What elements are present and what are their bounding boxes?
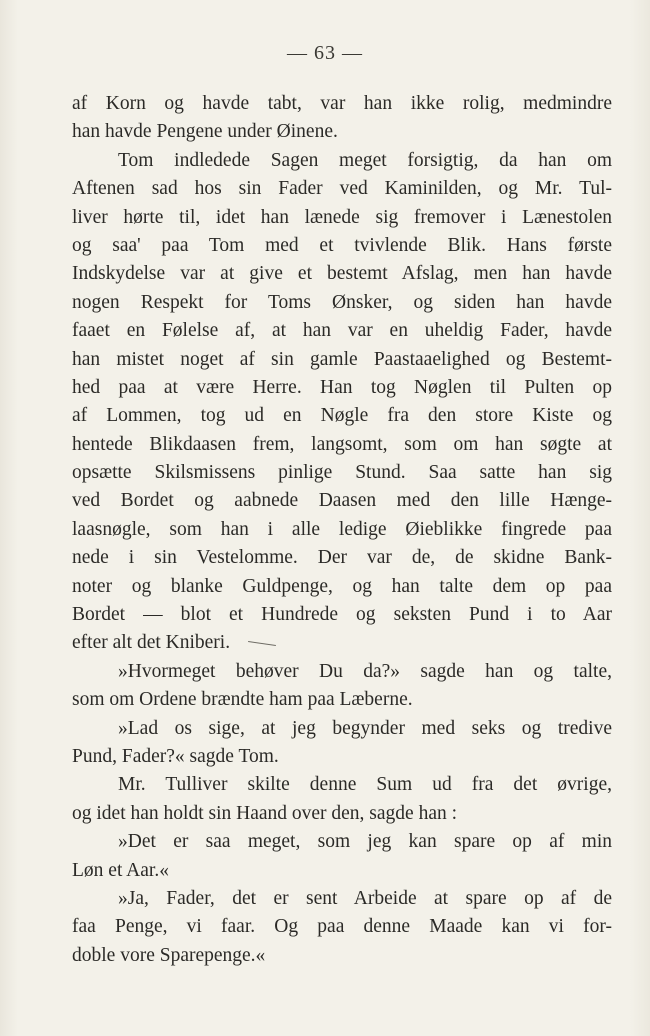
text-line — [72, 402, 612, 430]
text-line-content: som om Ordene brændte ham paa Læberne. — [72, 689, 413, 711]
text-line-content: »Hvormeget behøver Du da?» sagde han og talte, — [118, 660, 612, 682]
text-line-content: »Ja, Fader, det er sent Arbeide at spare op af de — [118, 887, 612, 909]
text-line — [72, 346, 612, 374]
text-line — [72, 516, 612, 544]
text-line — [72, 459, 612, 487]
text-line — [72, 118, 612, 146]
text-line-content: han havde Pengene under Øinene. — [72, 121, 338, 143]
text-line — [72, 487, 612, 515]
text-line — [72, 232, 612, 260]
text-line-content: liver hørte til, idet han lænede sig fremover i Lænestolen — [72, 206, 612, 228]
text-line — [72, 629, 612, 657]
text-line-content: efter alt det Kniberi. — [72, 632, 231, 654]
text-line-content: Tom indledede Sagen meget forsigtig, da han om — [118, 149, 612, 171]
text-line — [72, 715, 612, 743]
body-text — [72, 90, 612, 970]
text-line — [72, 175, 612, 203]
text-line-content: hentede Blikdaasen frem, langsomt, som om han søgte at — [72, 433, 612, 455]
text-line-content: og idet han holdt sin Haand over den, sagde han : — [72, 802, 458, 824]
text-line — [72, 885, 612, 913]
text-line — [72, 601, 612, 629]
text-line-content: han mistet noget af sin gamle Paastaaelighed og Bestemt- — [72, 348, 612, 370]
text-line — [72, 289, 612, 317]
text-line-content: »Lad os sige, at jeg begynder med seks og tredive — [118, 717, 612, 739]
page-number: — 63 — — [287, 42, 363, 64]
text-line-content: af Korn og havde tabt, var han ikke rolig, medmindre — [72, 93, 612, 114]
text-line — [72, 90, 612, 118]
text-line — [72, 317, 612, 345]
text-line-content: af Lommen, tog ud en Nøgle fra den store Kiste og — [72, 405, 612, 427]
text-line-content: »Det er saa meget, som jeg kan spare op af min — [118, 831, 612, 853]
text-line-content: faaet en Følelse af, at han var en uheldig Fader, havde — [72, 320, 612, 342]
text-line — [72, 147, 612, 175]
text-line-content: opsætte Skilsmissens pinlige Stund. Saa satte han sig — [72, 462, 612, 484]
text-line-content: nede i sin Vestelomme. Der var de, de skidne Bank- — [72, 547, 612, 569]
text-line-content: hed paa at være Herre. Han tog Nøglen til Pulten op — [72, 376, 612, 398]
text-line — [72, 374, 612, 402]
text-line-content: Pund, Fader?« sagde Tom. — [72, 745, 279, 767]
text-line — [72, 857, 612, 885]
text-line-content: laasnøgle, som han i alle ledige Øieblikke fingrede paa — [72, 518, 612, 540]
text-line — [72, 771, 612, 799]
text-line-content: ved Bordet og aabnede Daasen med den lille Hænge- — [72, 490, 612, 512]
text-line — [72, 431, 612, 459]
text-line — [72, 544, 612, 572]
text-line-content: nogen Respekt for Toms Ønsker, og siden han havde — [72, 291, 612, 313]
text-line — [72, 913, 612, 941]
text-line-content: faa Penge, vi faar. Og paa denne Maade kan vi for- — [72, 916, 612, 938]
text-line — [72, 204, 612, 232]
pencil-mark — [248, 642, 276, 647]
text-line-content: Løn et Aar.« — [72, 859, 169, 881]
text-line — [72, 686, 612, 714]
text-line-content: Aftenen sad hos sin Fader ved Kaminilden, og Mr. Tul- — [72, 178, 612, 200]
text-line-content: noter og blanke Guldpenge, og han talte dem op paa — [72, 575, 612, 597]
text-line — [72, 828, 612, 856]
text-line — [72, 573, 612, 601]
text-line-content: Indskydelse var at give et bestemt Afslag, men han havde — [72, 263, 612, 285]
text-line-content: doble vore Sparepenge.« — [72, 944, 266, 966]
text-line — [72, 743, 612, 771]
text-line-content: Mr. Tulliver skilte denne Sum ud fra det øvrige, — [118, 774, 612, 796]
text-line — [72, 260, 612, 288]
text-line — [72, 942, 612, 970]
text-line-content: og saa' paa Tom med et tvivlende Blik. Hans første — [72, 234, 612, 256]
text-line-content: Bordet — blot et Hundrede og seksten Pund i to Aar — [72, 604, 612, 626]
text-line — [72, 658, 612, 686]
text-line — [72, 800, 612, 828]
